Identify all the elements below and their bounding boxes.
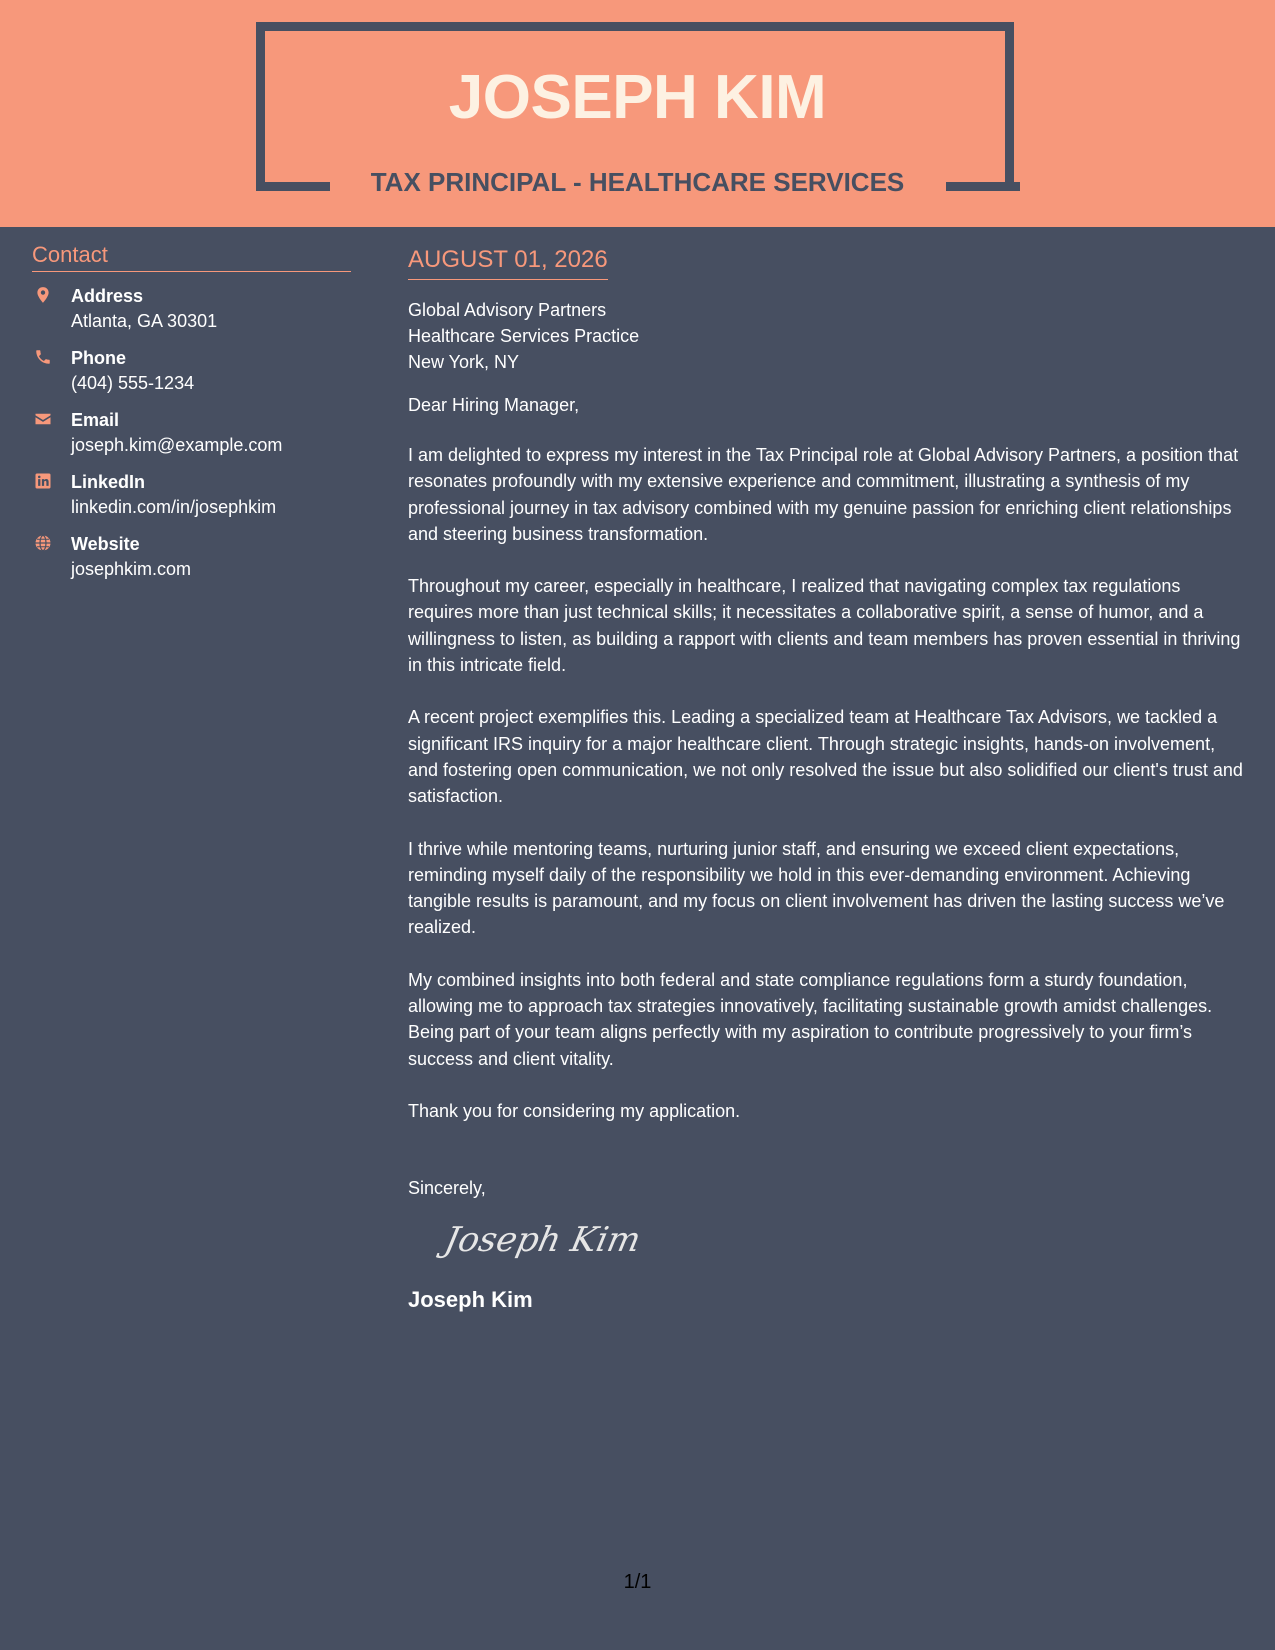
- email-value: joseph.kim@example.com: [71, 435, 283, 455]
- contact-heading: Contact: [32, 242, 351, 272]
- letter-paragraph: My combined insights into both federal and state compliance regulations form a sturdy foundation, allowing me to approach tax strategies innovatively, facilitating sustainable growth amidst challenges. Being part of your team aligns perfectly with my aspiration to contribute progressively to your firm’s success and client vitality.: [408, 969, 1213, 1069]
- email-label: Email: [71, 410, 120, 430]
- website-value: josephkim.com: [71, 559, 192, 579]
- page-number: 1/1: [623, 1571, 652, 1593]
- letter-paragraph: I am delighted to express my interest in the Tax Principal role at Global Advisory Partners, a position that resonates profoundly with my extensive experience and commitment, illustrating a synthesis of my professional journey in tax advisory combined with my genuine passion for enriching client relationships and steering business transformation.: [408, 445, 1239, 544]
- handwritten-signature: [408, 1199, 708, 1275]
- linkedin-label: LinkedIn: [71, 472, 146, 492]
- closing: Sincerely,: [408, 1178, 486, 1199]
- globe-icon: [34, 534, 52, 552]
- job-title: TAX PRINCIPAL - HEALTHCARE SERVICES: [370, 167, 905, 197]
- linkedin-value: linkedin.com/in/josephkim: [71, 497, 277, 517]
- linkedin-icon: [34, 472, 52, 490]
- phone-value: (404) 555-1234: [71, 373, 195, 393]
- recipient-line: Global Advisory Partners: [408, 300, 607, 320]
- phone-label: Phone: [71, 348, 127, 368]
- contact-website: [32, 532, 351, 582]
- contact-sidebar: [32, 242, 351, 594]
- letter-paragraph: Throughout my career, especially in healthcare, I realized that navigating complex tax regulations requires more than just technical skills; it necessitates a collaborative spirit, a sense of humor, and a willingness to listen, as building a rapport with clients and team members has proven essential in thriving in this intricate field.: [408, 576, 1241, 676]
- letter-paragraph: A recent project exemplifies this. Leading a specialized team at Healthcare Tax Advisors, we tackled a significant IRS inquiry for a major healthcare client. Through strategic insights, hands-on involvement, and fostering open communication, we not only resolved the issue but also solidified our client's trust and satisfaction.: [408, 707, 1243, 807]
- phone-icon: [34, 348, 52, 366]
- recipient-line: New York, NY: [408, 352, 520, 372]
- letter-paragraph: I thrive while mentoring teams, nurturing junior staff, and ensuring we exceed client expectations, reminding myself daily of the responsibility we hold in this ever-demanding environment. Achieving tangible results is paramount, and my focus on client involvement has driven the lasting success we’ve realized.: [408, 838, 1225, 938]
- address-value: Atlanta, GA 30301: [71, 311, 218, 331]
- website-label: Website: [71, 534, 140, 554]
- recipient-line: Healthcare Services Practice: [408, 326, 640, 346]
- salutation: Dear Hiring Manager,: [408, 395, 580, 415]
- letter-body: [408, 246, 1244, 1313]
- contact-address: [32, 284, 351, 334]
- contact-email: [32, 408, 351, 458]
- envelope-icon: [34, 410, 52, 428]
- svg-text:Joseph Kim: Joseph Kim: [441, 1220, 645, 1261]
- signer-name: Joseph Kim: [408, 1287, 533, 1313]
- letter-date: AUGUST 01, 2026: [408, 246, 608, 280]
- header-banner: [0, 0, 1275, 227]
- contact-linkedin: [32, 470, 351, 520]
- letter-paragraph: Thank you for considering my application.: [408, 1100, 741, 1121]
- address-label: Address: [71, 286, 144, 306]
- recipient-block: [408, 297, 1244, 375]
- contact-phone: [32, 346, 351, 396]
- map-pin-icon: [34, 286, 52, 304]
- applicant-name: JOSEPH KIM: [448, 63, 827, 132]
